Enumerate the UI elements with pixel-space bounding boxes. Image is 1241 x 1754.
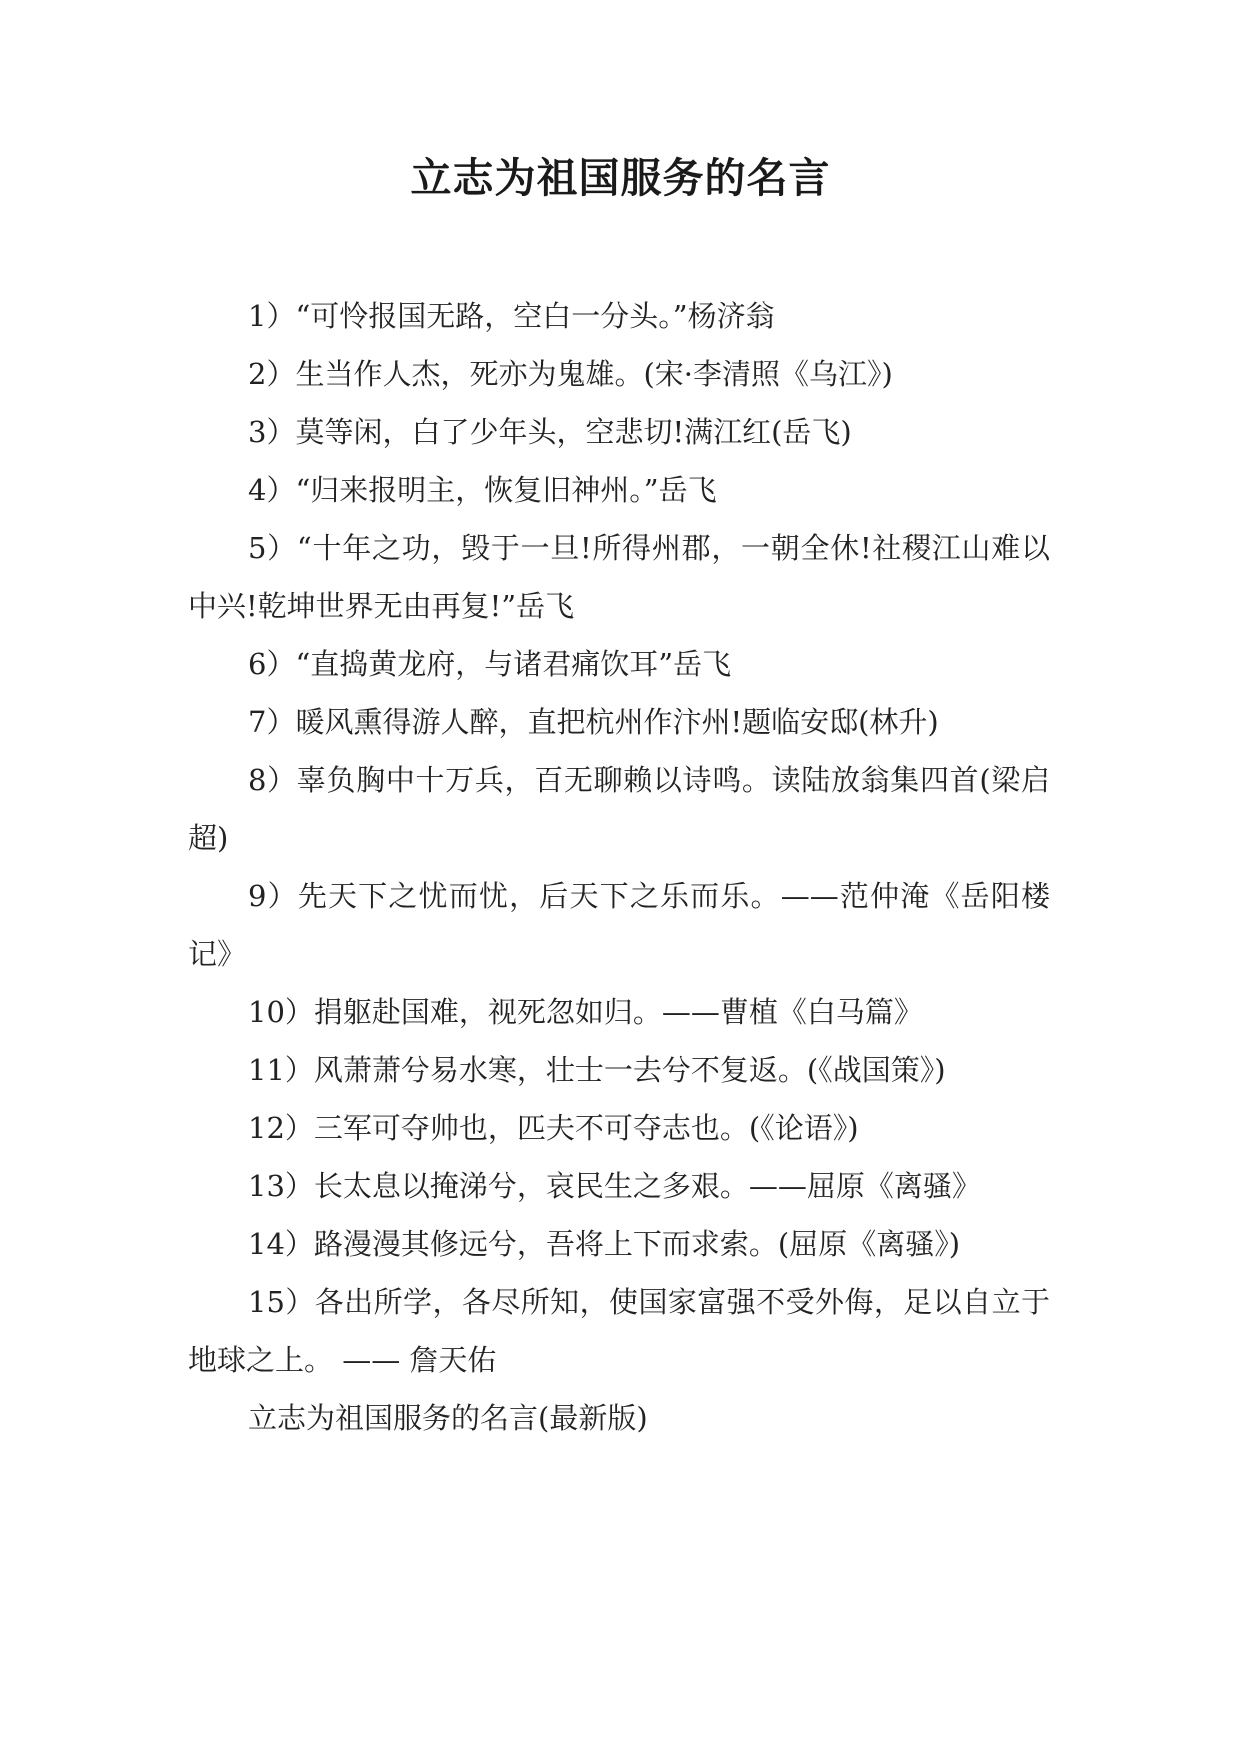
footer-line: 立志为祖国服务的名言(最新版) (248, 1401, 648, 1435)
quote-paragraph: 2）生当作人杰，死亦为鬼雄。(宋·李清照《乌江》) (248, 357, 893, 391)
quote-paragraph: 14）路漫漫其修远兮，吾将上下而求索。(屈原《离骚》) (248, 1227, 961, 1261)
quote-paragraph: 13）长太息以掩涕兮，哀民生之多艰。——屈原《离骚》 (248, 1169, 981, 1203)
quote-paragraph: 10）捐躯赴国难，视死忽如归。——曹植《白马篇》 (248, 995, 923, 1029)
quote-paragraph: 4）“归来报明主，恢复旧神州。”岳飞 (248, 473, 717, 507)
quote-paragraph: 9）先天下之忧而忧，后天下之乐而乐。——范仲淹《岳阳楼记》 (188, 879, 1050, 971)
document-title: 立志为祖国服务的名言 (410, 154, 831, 202)
quote-paragraph: 3）莫等闲，白了少年头，空悲切!满江红(岳飞) (248, 415, 852, 449)
quote-paragraph: 7）暖风熏得游人醉，直把杭州作汴州!题临安邸(林升) (248, 705, 939, 739)
quote-paragraph: 5）“十年之功，毁于一旦!所得州郡，一朝全休!社稷江山难以中兴!乾坤世界无由再复!”岳飞 (188, 531, 1050, 623)
document-body (188, 287, 1050, 1447)
quote-paragraph: 8）辜负胸中十万兵，百无聊赖以诗鸣。读陆放翁集四首(梁启超) (188, 763, 1050, 855)
quote-paragraph: 15）各出所学，各尽所知，使国家富强不受外侮，足以自立于地球之上。 —— 詹天佑 (188, 1285, 1050, 1377)
quote-paragraph: 1）“可怜报国无路，空白一分头。”杨济翁 (248, 299, 775, 333)
quote-paragraph: 12）三军可夺帅也，匹夫不可夺志也。(《论语》) (248, 1111, 859, 1145)
quote-paragraph: 6）“直捣黄龙府，与诸君痛饮耳”岳飞 (248, 647, 732, 681)
quote-paragraph: 11）风萧萧兮易水寒，壮士一去兮不复返。(《战国策》) (248, 1053, 946, 1087)
